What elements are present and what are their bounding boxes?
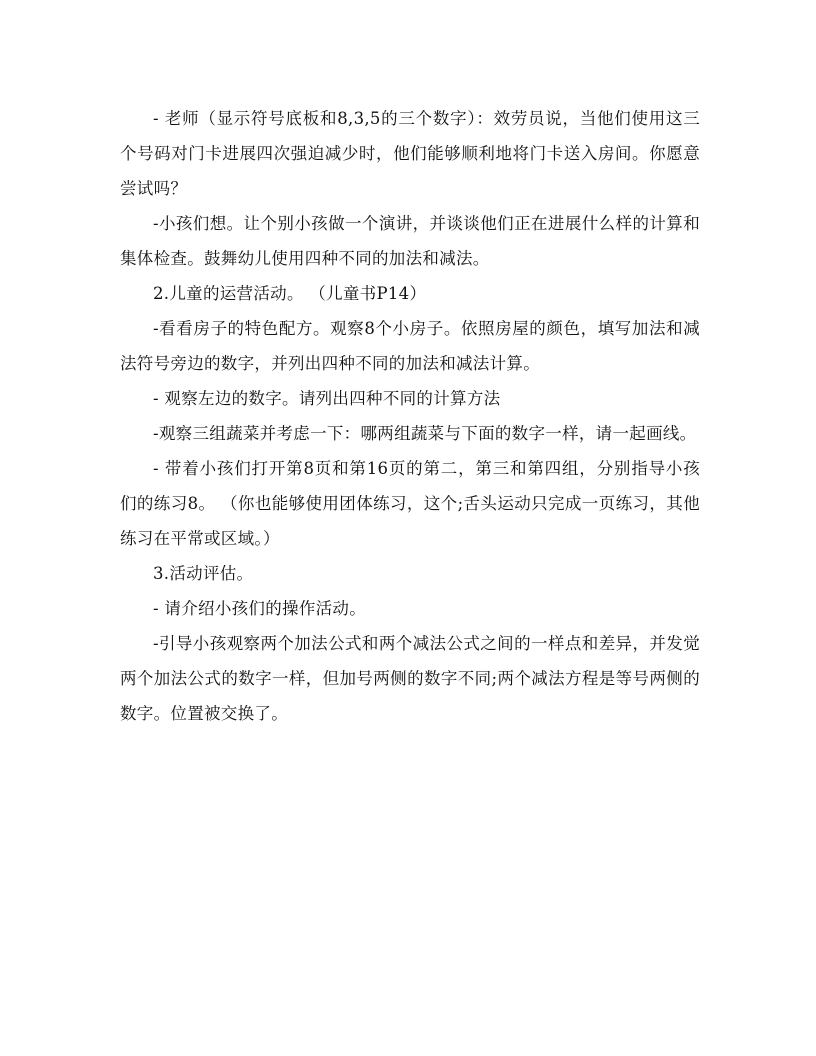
paragraph-introduce-activity: - 请介绍小孩们的操作活动。 <box>153 599 367 618</box>
section-heading-3: 3.活动评估。 <box>153 564 254 583</box>
paragraph-house-recipe: -看看房子的特色配方。观察8个小房子。依照房屋的颜色，填写加法和减法符号旁边的数字，并列出四种不同的加法和减法计算。 <box>120 319 700 373</box>
paragraph-compare-formulas: -引导小孩观察两个加法公式和两个减法公式之间的一样点和差异，并发觉两个加法公式的数字一样，但加号两侧的数字不同;两个减法方程是等号两侧的数字。位置被交换了。 <box>120 634 700 723</box>
document-page <box>120 101 700 731</box>
paragraph-observe-left: - 观察左边的数字。请列出四种不同的计算方法 <box>153 389 501 408</box>
paragraph-exercise-pages: - 带着小孩们打开第8页和第16页的第二，第三和第四组，分别指导小孩们的练习8。 （你也能够使用团体练习，这个;舌头运动只完成一页练习，其他练习在平常或区域。） <box>120 459 700 548</box>
section-heading-2: 2.儿童的运营活动。 （儿童书P14） <box>153 284 427 303</box>
paragraph-teacher-intro: - 老师（显示符号底板和8,3,5的三个数字）：效劳员说，当他们使用这三个号码对门卡进展四次强迫减少时，他们能够顺利地将门卡送入房间。你愿意尝试吗？ <box>120 109 700 198</box>
paragraph-vegetables: -观察三组蔬菜并考虑一下：哪两组蔬菜与下面的数字一样，请一起画线。 <box>153 424 697 443</box>
paragraph-children-think: -小孩们想。让个别小孩做一个演讲，并谈谈他们正在进展什么样的计算和集体检查。鼓舞幼儿使用四种不同的加法和减法。 <box>120 214 700 268</box>
